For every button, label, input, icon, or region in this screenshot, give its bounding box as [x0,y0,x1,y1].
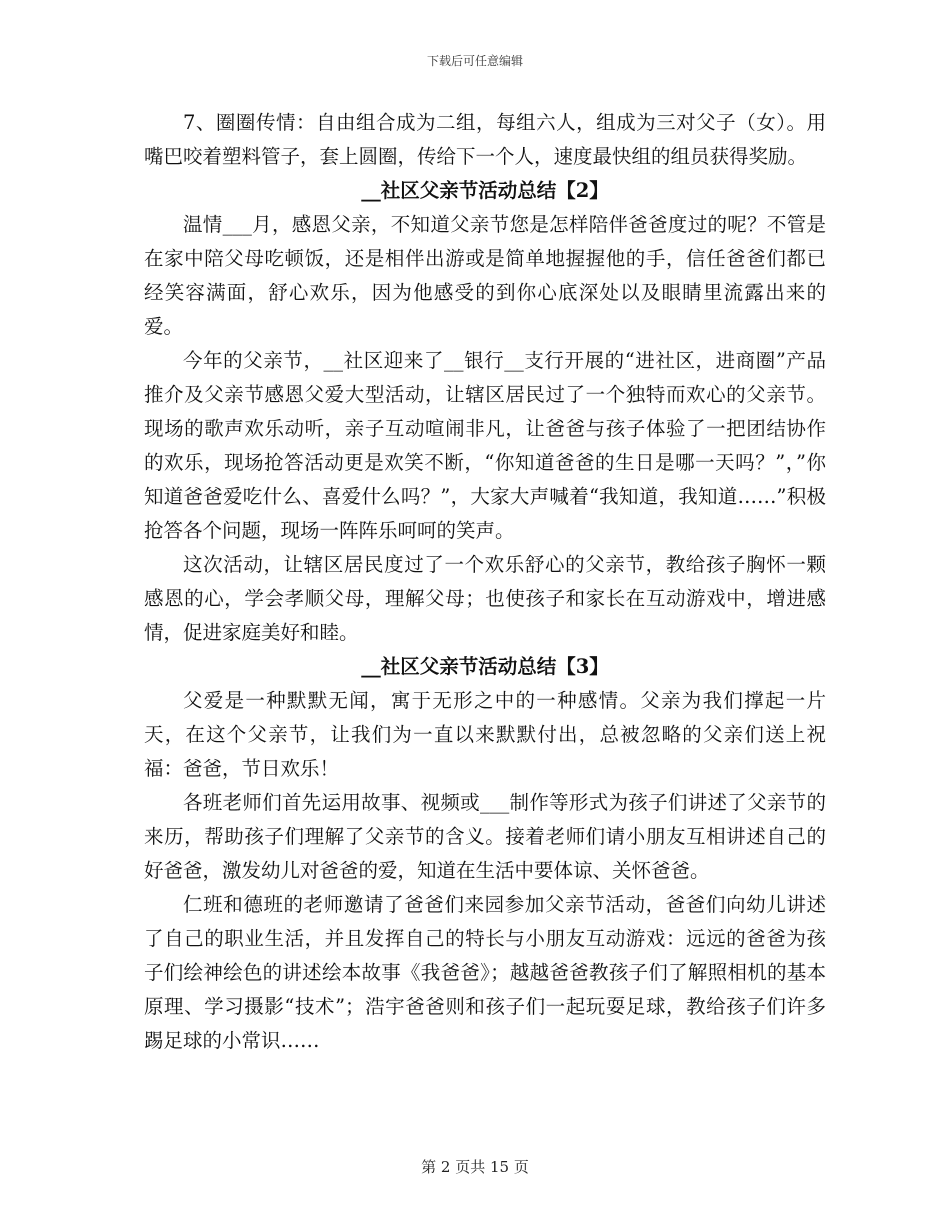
page-header: 下载后可任意编辑 [426,54,523,68]
paragraph: 这次活动，让辖区居民度过了一个欢乐舒心的父亲节，教给孩子胸怀一颗感恩的心，学会孝顺父母，理解父母；也使孩子和家长在互动游戏中，增进感情，促进家庭美好和睦。 [144,553,826,644]
paragraph-game-rule: 7、圈圈传情：自由组合成为二组，每组六人，组成为三对父子（女）。用嘴巴咬着塑料管子，套上圆圈，传给下一个人，速度最快组的组员获得奖励。 [144,111,826,168]
section-heading-2: __社区父亲节活动总结【2】 [361,179,609,202]
document-body [144,106,826,1058]
paragraph: 仁班和德班的老师邀请了爸爸们来园参加父亲节活动，爸爸们向幼儿讲述了自己的职业生活，并且发挥自己的特长与小朋友互动游戏：远远的爸爸为孩子们绘神绘色的讲述绘本故事《我爸爸》；越越爸爸教孩子们了解照相机的基本原理、学习摄影“技术”；浩宇爸爸则和孩子们一起玩耍足球，教给孩子们许多踢足球的小常识…… [144,893,826,1052]
paragraph: 温情___月，感恩父亲，不知道父亲节您是怎样陪伴爸爸度过的呢？不管是在家中陪父母吃顿饭，还是相伴出游或是简单地握握他的手，信任爸爸们都已经笑容满面，舒心欢乐，因为他感受的到你心底深处以及眼睛里流露出来的爱。 [144,213,826,338]
paragraph: 今年的父亲节，__社区迎来了__银行__支行开展的“进社区，进商圈”产品推介及父亲节感恩父爱大型活动，让辖区居民过了一个独特而欢心的父亲节。现场的歌声欢乐动听，亲子互动喧闹非凡，让爸爸与孩子体验了一把团结协作的欢乐，现场抢答活动更是欢笑不断，“你知道爸爸的生日是哪一天吗？”，”你知道爸爸爱吃什么、喜爱什么吗？”，大家大声喊着“我知道，我知道……”积极抢答各个问题，现场一阵阵乐呵呵的笑声。 [144,349,826,542]
paragraph: 父爱是一种默默无闻，寓于无形之中的一种感情。父亲为我们撑起一片天，在这个父亲节，让我们为一直以来默默付出，总被忽略的父亲们送上祝福：爸爸，节日欢乐！ [144,689,826,780]
page-footer: 第 2 页共 15 页 [421,1158,529,1176]
paragraph: 各班老师们首先运用故事、视频或___制作等形式为孩子们讲述了父亲节的来历，帮助孩子们理解了父亲节的含义。接着老师们请小朋友互相讲述自己的好爸爸，激发幼儿对爸爸的爱，知道在生活中要体谅、关怀爸爸。 [144,791,826,882]
section-heading-3: __社区父亲节活动总结【3】 [361,655,609,678]
